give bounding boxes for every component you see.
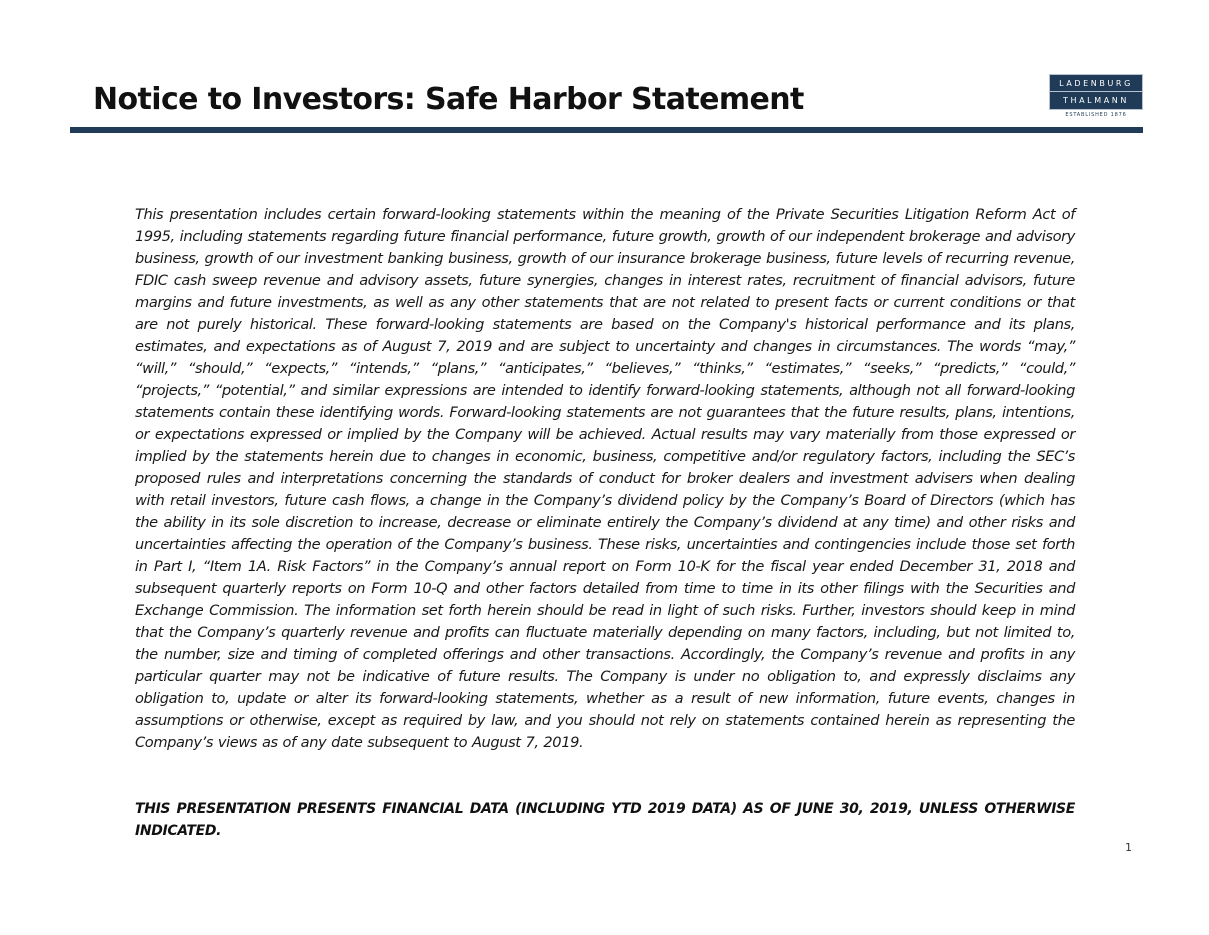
logo-wordmark-top: LADENBURG (1059, 79, 1133, 88)
company-logo (1049, 74, 1143, 120)
logo-box (1049, 74, 1143, 110)
slide-title: Notice to Investors: Safe Harbor Statement (93, 82, 804, 117)
safe-harbor-paragraph: This presentation includes certain forward-looking statements within the meaning of the Private Securities Litigation Reform Act of 1995, including statements regarding future financial performance, future growth, growth of our independent brokerage and advisory business, growth of our investment banking business, growth of our insurance brokerage business, future levels of recurring revenue, FDIC cash sweep revenue and advisory assets, future synergies, changes in interest rates, recruitment of financial advisors, future margins and future investments, as well as any other statements that are not related to present facts or current conditions or that are not purely historical. These forward-looking statements are based on the Company's historical performance and its plans, estimates, and expectations as of August 7, 2019 and are subject to uncertainty and changes in circumstances. The words “may,” “will,” “should,” “expects,” “intends,” “plans,” “anticipates,” “believes,” “thinks,” “estimates,” “seeks,” “predicts,” “could,” “projects,” “potential,” and similar expressions are intended to identify forward-looking statements, although not all forward-looking statements contain these identifying words. Forward-looking statements are not guarantees that the future results, plans, intentions, or expectations expressed or implied by the Company will be achieved. Actual results may vary materially from those expressed or implied by the statements herein due to changes in economic, business, competitive and/or regulatory factors, including the SEC’s proposed rules and interpretations concerning the standards of conduct for broker dealers and investment advisers when dealing with retail investors, future cash flows, a change in the Company’s dividend policy by the Company’s Board of Directors (which has the ability in its sole discretion to increase, decrease or eliminate entirely the Company’s dividend at any time) and other risks and uncertainties affecting the operation of the Company’s business. These risks, uncertainties and contingencies include those set forth in Part I, “Item 1A. Risk Factors” in the Company’s annual report on Form 10-K for the fiscal year ended December 31, 2018 and subsequent quarterly reports on Form 10-Q and other factors detailed from time to time in its other filings with the Securities and Exchange Commission. The information set forth herein should be read in light of such risks. Further, investors should keep in mind that the Company’s quarterly revenue and profits can fluctuate materially depending on many factors, including, but not limited to, the number, size and timing of completed offerings and other transactions. Accordingly, the Company’s revenue and profits in any particular quarter may not be indicative of future results. The Company is under no obligation to, and expressly disclaims any obligation to, update or alter its forward-looking statements, whether as a result of new information, future events, changes in assumptions or otherwise, except as required by law, and you should not rely on statements contained herein as representing the Company’s views as of any date subsequent to August 7, 2019. (135, 206, 1075, 751)
logo-wordmark-bottom: THALMANN (1063, 96, 1129, 105)
logo-divider (1050, 91, 1142, 92)
page-number: 1 (1125, 841, 1132, 854)
logo-established-caption: ESTABLISHED 1876 (1065, 112, 1127, 118)
title-underline-rule (70, 127, 1143, 133)
financial-data-disclaimer: THIS PRESENTATION PRESENTS FINANCIAL DATA (INCLUDING YTD 2019 DATA) AS OF JUNE 30, 2019, UNLESS OTHERWISE INDICATED. (135, 801, 1075, 839)
